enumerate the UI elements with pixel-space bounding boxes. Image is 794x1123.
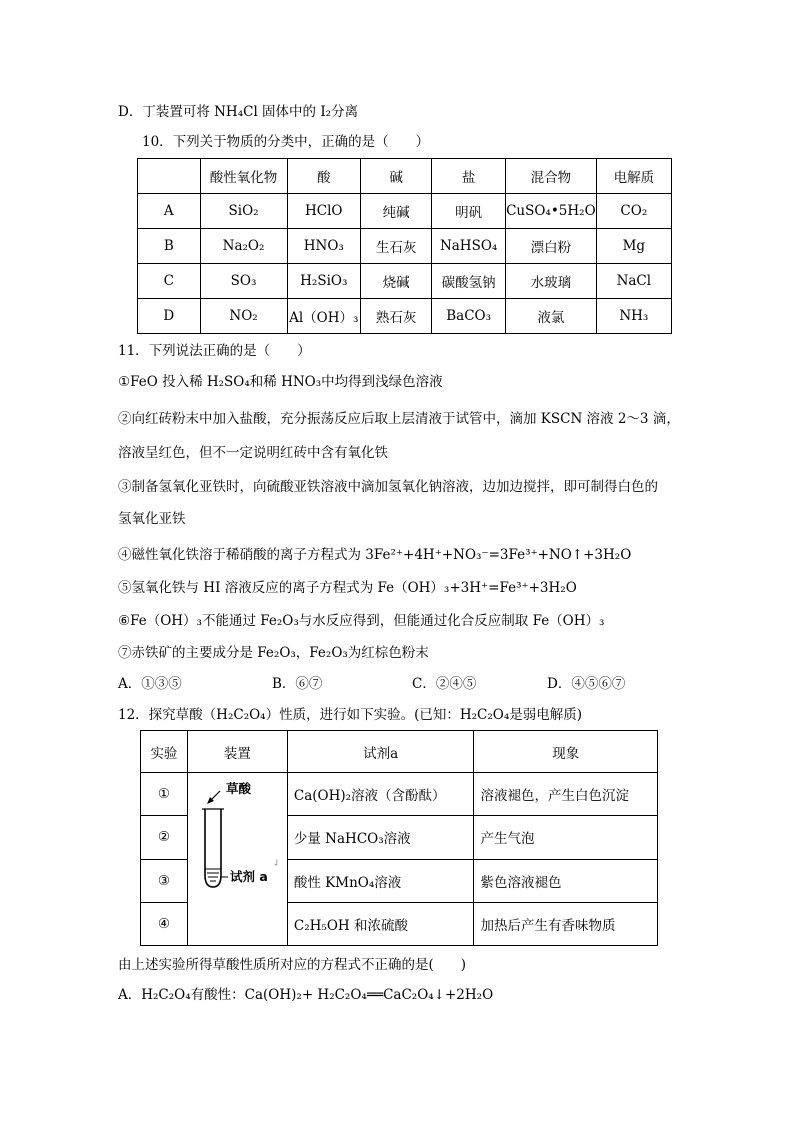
q10-cell: NaCl bbox=[596, 264, 671, 299]
q12-cell: ① bbox=[141, 773, 188, 816]
q12-cell: 酸性 KMnO₄溶液 bbox=[287, 859, 474, 902]
q12-cell: 少量 NaHCO₃溶液 bbox=[287, 816, 474, 859]
q12-cell: ④ bbox=[141, 902, 188, 945]
q10-header-cell: 电解质 bbox=[596, 159, 671, 194]
table-row bbox=[138, 229, 672, 264]
q10-cell: NH₃ bbox=[596, 299, 671, 334]
table-row bbox=[141, 773, 658, 816]
q10-cell: A bbox=[138, 194, 201, 229]
table-row bbox=[138, 264, 672, 299]
q10-cell: SiO₂ bbox=[200, 194, 287, 229]
q12-header-cell: 实验 bbox=[141, 731, 188, 773]
q10-header-cell: 酸性氧化物 bbox=[200, 159, 287, 194]
q11-stem: 11．下列说法正确的是（ ） bbox=[118, 343, 311, 359]
q12-cell: 溶液褪色，产生白色沉淀 bbox=[474, 773, 658, 816]
q10-cell: 生石灰 bbox=[361, 229, 432, 264]
q10-cell: CO₂ bbox=[596, 194, 671, 229]
q12-cell: C₂H₅OH 和浓硫酸 bbox=[287, 902, 474, 945]
q10-header-row bbox=[138, 159, 672, 194]
q10-cell: 漂白粉 bbox=[506, 229, 597, 264]
q12-header-cell: 试剂a bbox=[287, 731, 474, 773]
q12-table bbox=[140, 730, 658, 946]
q10-cell: 碳酸氢钠 bbox=[432, 264, 506, 299]
q12-cell: 紫色溶液褪色 bbox=[474, 859, 658, 902]
q12-header-row bbox=[141, 731, 658, 773]
q10-cell: HNO₃ bbox=[287, 229, 360, 264]
q10-cell: NaHSO₄ bbox=[432, 229, 506, 264]
q12-header-cell: 装置 bbox=[187, 731, 287, 773]
apparatus-top-label: 草酸 bbox=[225, 781, 251, 796]
q10-header-cell: 酸 bbox=[287, 159, 360, 194]
q11-option-b: B．⑥⑦ bbox=[272, 676, 323, 692]
q11-option-c: C．②④⑤ bbox=[412, 676, 477, 692]
q10-cell: 水玻璃 bbox=[506, 264, 597, 299]
q10-cell: B bbox=[138, 229, 201, 264]
q10-cell: Al（OH）₃ bbox=[287, 299, 360, 334]
q10-cell: 烧碱 bbox=[361, 264, 432, 299]
q11-statement-7: ⑦赤铁矿的主要成分是 Fe₂O₃，Fe₂O₃为红棕色粉末 bbox=[118, 645, 429, 661]
q10-header-cell bbox=[138, 159, 201, 194]
table-row bbox=[138, 299, 672, 334]
q10-header-cell: 混合物 bbox=[506, 159, 597, 194]
q11-option-d: D．④⑤⑥⑦ bbox=[547, 676, 626, 692]
q11-option-a: A．①③⑤ bbox=[118, 676, 182, 692]
q12-option-a: A．H₂C₂O₄有酸性：Ca(OH)₂+ H₂C₂O₄══CaC₂O₄↓+2H₂O bbox=[118, 987, 494, 1003]
q9-option-d: D．丁装置可将 NH₄Cl 固体中的 I₂分离 bbox=[118, 104, 359, 120]
q10-cell: BaCO₃ bbox=[432, 299, 506, 334]
q11-statement-1: ①FeO 投入稀 H₂SO₄和稀 HNO₃中均得到浅绿色溶液 bbox=[118, 374, 443, 390]
q10-header-cell: 碱 bbox=[361, 159, 432, 194]
q10-cell: CuSO₄•5H₂O bbox=[506, 194, 597, 229]
q11-statement-3a: ③制备氢氧化亚铁时，向硫酸亚铁溶液中滴加氢氧化钠溶液，边加边搅拌，即可制得白色的 bbox=[118, 479, 658, 495]
q10-header-cell: 盐 bbox=[432, 159, 506, 194]
q12-stem: 12．探究草酸（H₂C₂O₄）性质，进行如下实验。(已知：H₂C₂O₄是弱电解质) bbox=[118, 707, 583, 723]
q11-statement-6: ⑥Fe（OH）₃不能通过 Fe₂O₃与水反应得到，但能通过化合反应制取 Fe（OH）₃ bbox=[118, 613, 605, 629]
q11-statement-4: ④磁性氧化铁溶于稀硝酸的离子方程式为 3Fe²⁺+4H⁺+NO₃⁻=3Fe³⁺+NO↑+3H₂O bbox=[118, 547, 632, 563]
q10-cell: Na₂O₂ bbox=[200, 229, 287, 264]
q11-statement-2a: ②向红砖粉末中加入盐酸，充分振荡反应后取上层清液于试管中，滴加 KSCN 溶液 2～3 滴， bbox=[118, 411, 680, 427]
q10-cell: Mg bbox=[596, 229, 671, 264]
q12-cell: 产生气泡 bbox=[474, 816, 658, 859]
svg-text:˩: ˩ bbox=[273, 858, 278, 867]
apparatus-cell bbox=[187, 773, 287, 946]
q12-cell: 加热后产生有香味物质 bbox=[474, 902, 658, 945]
table-row bbox=[138, 194, 672, 229]
q12-cell: ③ bbox=[141, 859, 188, 902]
q11-statement-2b: 溶液呈红色，但不一定说明红砖中含有氧化铁 bbox=[118, 445, 388, 461]
q10-cell: C bbox=[138, 264, 201, 299]
q10-cell: 纯碱 bbox=[361, 194, 432, 229]
q12-header-cell: 现象 bbox=[474, 731, 658, 773]
q10-cell: HClO bbox=[287, 194, 360, 229]
q10-cell: 液氯 bbox=[506, 299, 597, 334]
q10-cell: 明矾 bbox=[432, 194, 506, 229]
q10-cell: 熟石灰 bbox=[361, 299, 432, 334]
apparatus-bottom-label: 试剂 a bbox=[229, 869, 268, 884]
q10-cell: SO₃ bbox=[200, 264, 287, 299]
q10-cell: NO₂ bbox=[200, 299, 287, 334]
q11-statement-3b: 氢氧化亚铁 bbox=[118, 511, 186, 527]
q11-statement-5: ⑤氢氧化铁与 HI 溶液反应的离子方程式为 Fe（OH）₃+3H⁺=Fe³⁺+3H₂O bbox=[118, 580, 577, 596]
q10-cell: D bbox=[138, 299, 201, 334]
q12-cell: Ca(OH)₂溶液（含酚酞） bbox=[287, 773, 474, 816]
q12-cell: ② bbox=[141, 816, 188, 859]
q10-cell: H₂SiO₃ bbox=[287, 264, 360, 299]
q10-table bbox=[137, 158, 672, 334]
test-tube-icon bbox=[188, 773, 287, 941]
q12-question: 由上述实验所得草酸性质所对应的方程式不正确的是( ) bbox=[118, 957, 467, 973]
q10-stem: 10．下列关于物质的分类中，正确的是（ ） bbox=[142, 134, 430, 150]
